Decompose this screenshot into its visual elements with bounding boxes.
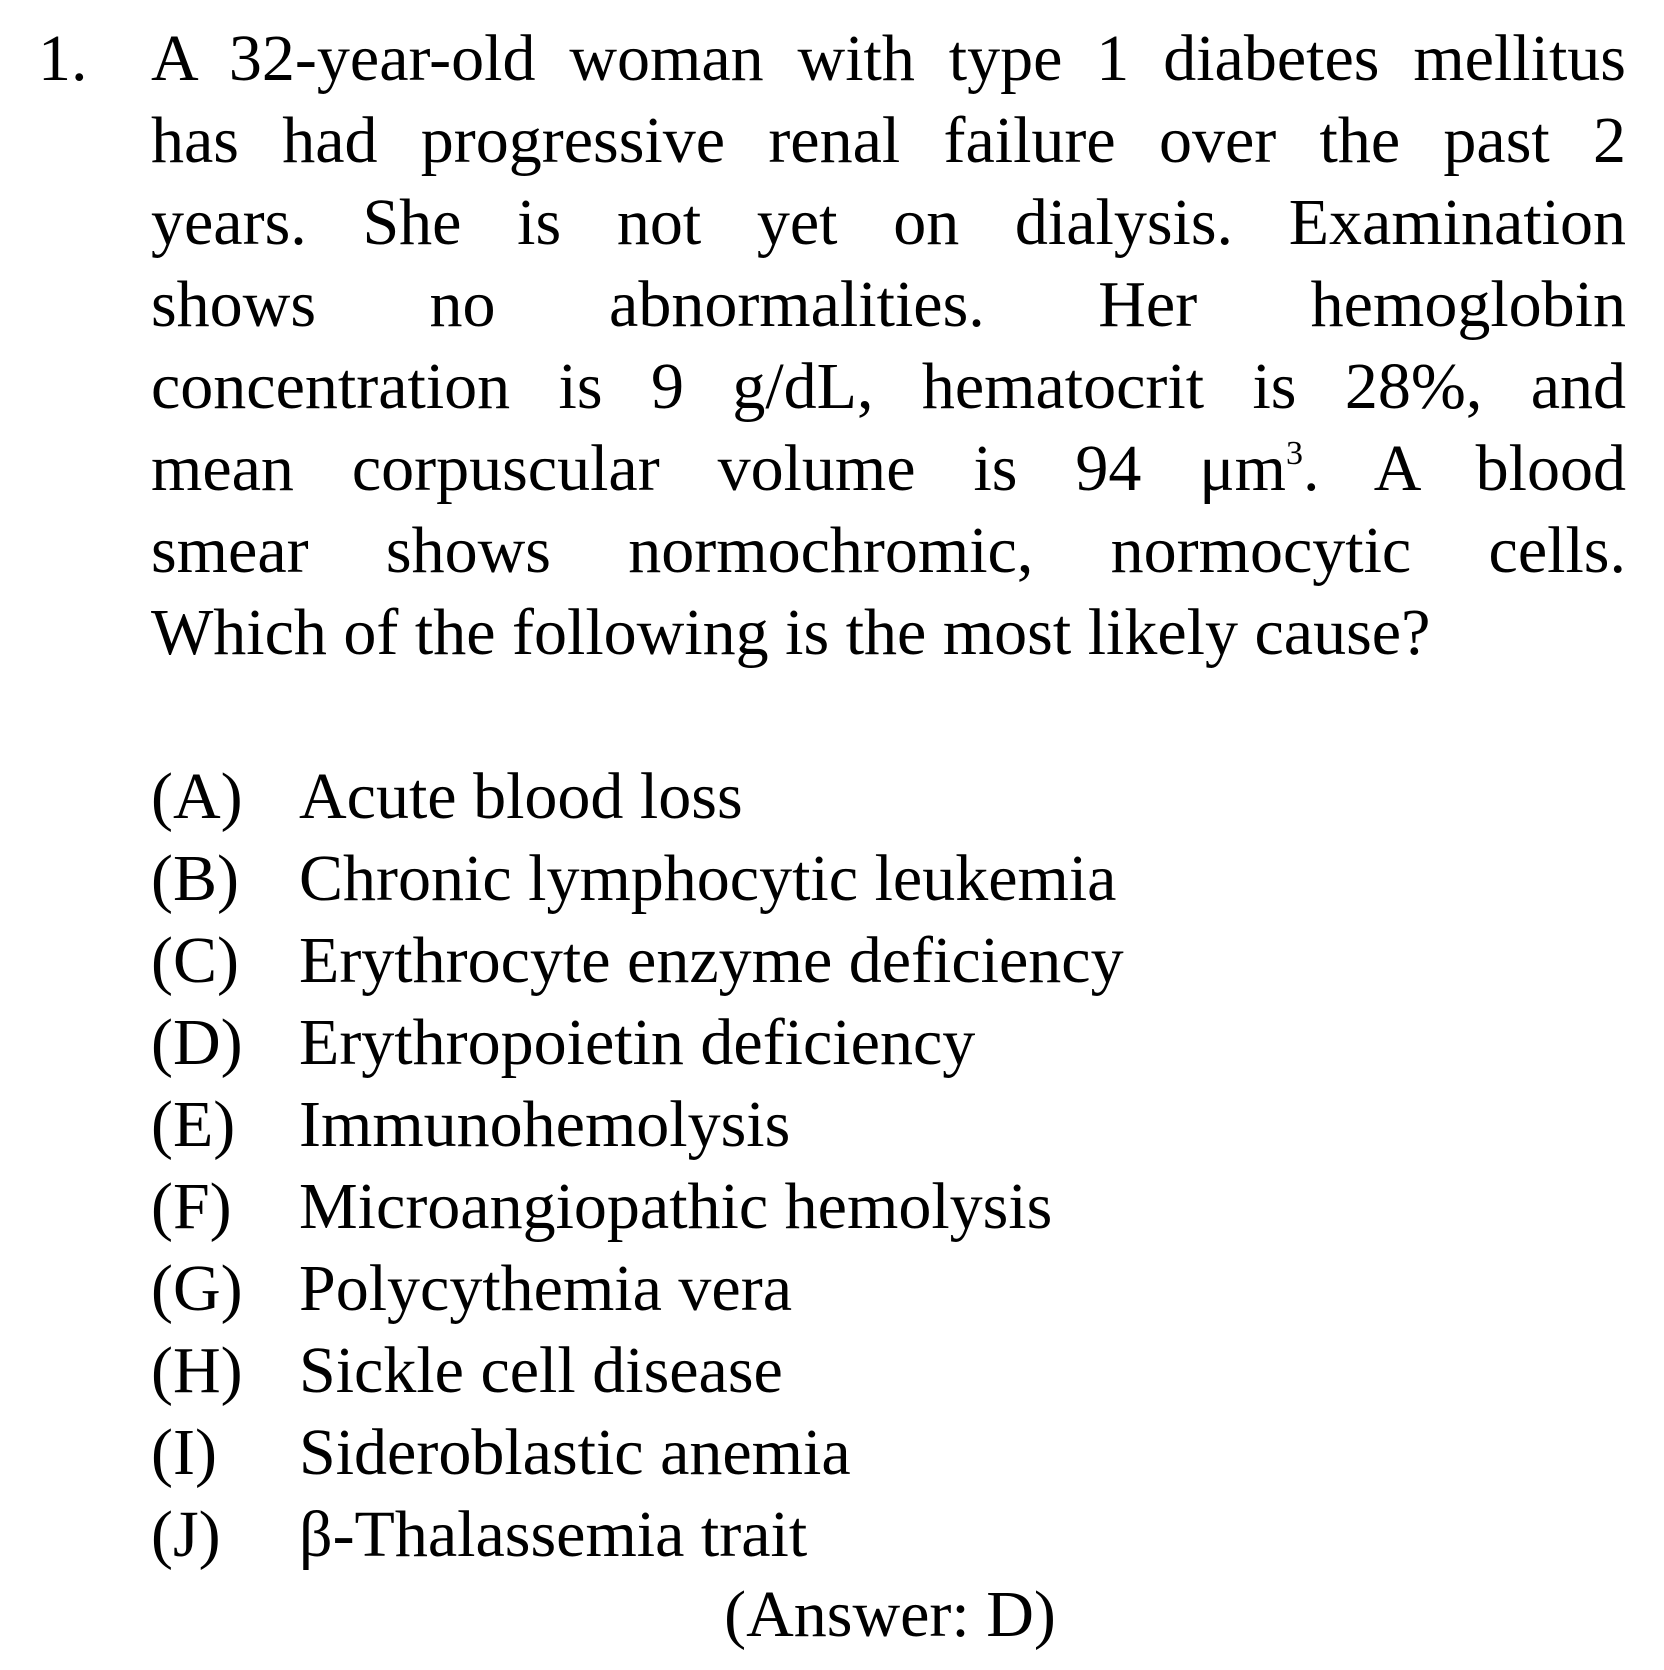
- stem-line-part: mean corpuscular volume is 94 μm: [151, 432, 1286, 505]
- question-stem: [151, 18, 1626, 674]
- choice-f[interactable]: [151, 1166, 1451, 1248]
- stem-line: shows no abnormalities. Her hemoglobin: [151, 268, 1626, 341]
- stem-line: has had progressive renal failure over the past 2: [151, 104, 1626, 177]
- stem-line-part: . A blood: [1302, 432, 1626, 505]
- choice-letter: (B): [151, 842, 239, 915]
- choice-g[interactable]: [151, 1248, 1451, 1330]
- choice-a[interactable]: [151, 756, 1451, 838]
- choice-e[interactable]: [151, 1084, 1451, 1166]
- choice-text: Polycythemia vera: [299, 1252, 793, 1325]
- choice-h[interactable]: [151, 1330, 1451, 1412]
- choice-text: Sideroblastic anemia: [299, 1416, 851, 1489]
- choice-letter: (A): [151, 760, 243, 833]
- choice-text: Immunohemolysis: [299, 1088, 791, 1161]
- stem-line: concentration is 9 g/dL, hematocrit is 28%, and: [151, 350, 1626, 423]
- choice-d[interactable]: [151, 1002, 1451, 1084]
- choice-letter: (I): [151, 1416, 217, 1489]
- choice-j[interactable]: [151, 1494, 1451, 1576]
- choice-text: Acute blood loss: [299, 760, 743, 833]
- choice-c[interactable]: [151, 920, 1451, 1002]
- answer-choices: [151, 756, 1451, 1576]
- choice-letter: (F): [151, 1170, 232, 1243]
- superscript-exponent: 3: [1285, 435, 1303, 472]
- choice-text: Erythropoietin deficiency: [299, 1006, 976, 1079]
- answer-key: (Answer: D): [724, 1578, 1056, 1651]
- stem-line-with-superscript: [151, 428, 1626, 510]
- question-number: 1.: [38, 22, 88, 95]
- stem-line: years. She is not yet on dialysis. Examination: [151, 186, 1626, 259]
- stem-line: A 32-year-old woman with type 1 diabetes mellitus: [151, 22, 1626, 95]
- choice-letter: (J): [151, 1498, 221, 1571]
- choice-text: Erythrocyte enzyme deficiency: [299, 924, 1124, 997]
- stem-line: smear shows normochromic, normocytic cells.: [151, 514, 1626, 587]
- choice-letter: (E): [151, 1088, 236, 1161]
- choice-b[interactable]: [151, 838, 1451, 920]
- choice-letter: (H): [151, 1334, 243, 1407]
- choice-letter: (C): [151, 924, 239, 997]
- choice-letter: (D): [151, 1006, 243, 1079]
- choice-text: Sickle cell disease: [299, 1334, 783, 1407]
- choice-text: Microangiopathic hemolysis: [299, 1170, 1053, 1243]
- stem-line-last: Which of the following is the most likely cause?: [151, 596, 1431, 669]
- choice-i[interactable]: [151, 1412, 1451, 1494]
- choice-letter: (G): [151, 1252, 243, 1325]
- choice-text: β-Thalassemia trait: [299, 1498, 808, 1571]
- choice-text: Chronic lymphocytic leukemia: [299, 842, 1117, 915]
